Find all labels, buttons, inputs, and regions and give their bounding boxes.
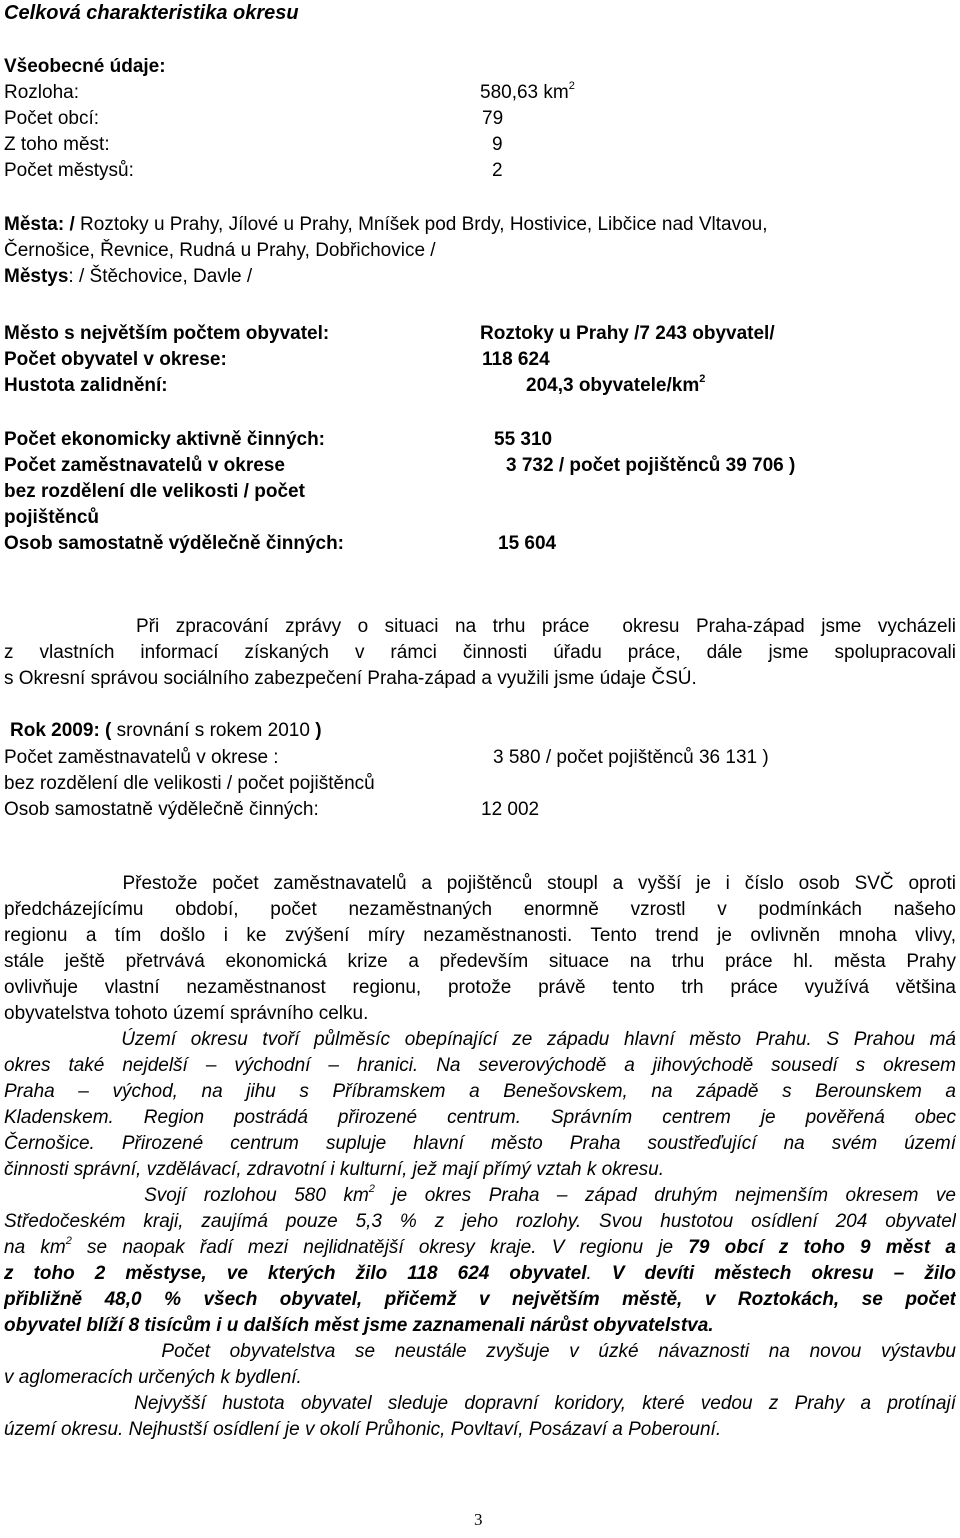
active-value: 55 310	[494, 429, 553, 450]
text-line: Kladenskem. Region postrádá přirozené centrum. Správním centrem je pověřená obec	[4, 1107, 956, 1128]
text-line: na $km^2$ se naopak řadí mezi nejlidnatější okresy kraje. V regionu je 79 obcí z toho 9 měst a	[4, 1235, 956, 1258]
selfemployed-label: Osob samostatně výdělečně činných:	[4, 533, 345, 554]
text-line: ovlivňuje vlastní nezaměstnanost regionu, protože právě tento trh práce využívá většina	[4, 977, 956, 998]
text-line: Praha – východ, na jihu s Příbramskem a Benešovskem, na západě s Berounskem a	[4, 1081, 956, 1102]
density-label: Hustota zalidnění:	[4, 375, 168, 396]
text-line: s Okresní správou sociálního zabezpečení Praha-západ a využili jsme údaje ČSÚ.	[4, 668, 697, 689]
text-line: Přestože počet zaměstnavatelů a pojištěnců stoupl a vyšší je i číslo osob SVČ oproti	[4, 873, 956, 894]
year2009-employers-value: 3 580 / počet pojištěnců 36 131 )	[493, 747, 769, 768]
text-line: Svojí rozlohou 580 $km^2$ je okres Praha – západ druhým nejmenším okresem ve	[4, 1183, 956, 1206]
text-line: z vlastních informací získaných v rámci činnosti úřadu práce, dále jsme spolupracovali	[4, 642, 956, 663]
analysis-paragraph-1	[4, 871, 956, 1027]
year2009-note: bez rozdělení dle velikosti / počet pojištěnců	[4, 773, 375, 794]
townships-list: Městys: / Štěchovice, Davle /	[4, 266, 253, 287]
employers-label: Počet zaměstnavatelů v okrese	[4, 455, 285, 476]
text-line: Počet obyvatelstva se neustále zvyšuje v úzké návaznosti na novou výstavbu	[4, 1341, 956, 1362]
employers-value: 3 732 / počet pojištěnců 39 706 )	[506, 455, 796, 476]
general-heading: Všeobecné údaje:	[4, 56, 166, 77]
year2009-selfemployed-label: Osob samostatně výdělečně činných:	[4, 799, 319, 820]
year2009-employers-label: Počet zaměstnavatelů v okrese :	[4, 747, 279, 768]
largest-town-value: Roztoky u Prahy /7 243 obyvatel/	[480, 323, 775, 344]
analysis-paragraph-3	[4, 1183, 956, 1339]
analysis-paragraph-5	[4, 1391, 956, 1443]
towns-value: 9	[492, 134, 503, 155]
page-title: Celková charakteristika okresu	[4, 2, 299, 24]
text-line: obyvatel blíží 8 tisícům i u dalších měst jsme zaznamenali nárůst obyvatelstva.	[4, 1315, 714, 1336]
intro-paragraph	[4, 614, 956, 692]
area-label: Rozloha:	[4, 82, 79, 103]
population-value: 118 624	[482, 349, 550, 370]
employers-note-line2: pojištěnců	[4, 507, 100, 528]
area-value: 580,63 $km^2$	[480, 80, 575, 103]
text-line: obyvatelstva tohoto území správního celku.	[4, 1003, 369, 1024]
text-line: Při zpracování zprávy o situaci na trhu práce okresu Praha-západ jsme vycházeli	[4, 616, 956, 637]
text-line: Černošice. Přirozené centrum supluje hlavní město Praha soustřeďující na svém území	[4, 1133, 956, 1154]
text-line: okres také nejdelší – východní – hranici. Na severovýchodě a jihovýchodě sousedí s okresem	[4, 1055, 956, 1076]
population-label: Počet obyvatel v okrese:	[4, 349, 227, 370]
text-line: přibližně 48,0 % všech obyvatel, přičemž v největším městě, v Roztokách, se počet	[4, 1289, 956, 1310]
towns-label: Z toho měst:	[4, 134, 110, 155]
townships-label: Počet městysů:	[4, 160, 134, 181]
density-value: 204,3 obyvatele/$km^2$	[526, 373, 706, 396]
text-line: činnosti správní, vzdělávací, zdravotní i kulturní, jež mají přímý vztah k okresu.	[4, 1159, 664, 1180]
towns-list-line2: Černošice, Řevnice, Rudná u Prahy, Dobřichovice /	[4, 240, 436, 261]
text-line: v aglomeracích určených k bydlení.	[4, 1367, 302, 1388]
text-line: z toho 2 městyse, ve kterých žilo 118 624 obyvatel. V devíti městech okresu – žilo	[4, 1263, 956, 1284]
employers-note-line1: bez rozdělení dle velikosti / počet	[4, 481, 305, 502]
page-number: 3	[474, 1510, 483, 1529]
text-line: stále ještě přetrvává ekonomická krize a především situace na trhu práce hl. města Prahy	[4, 951, 956, 972]
largest-town-label: Město s největším počtem obyvatel:	[4, 323, 330, 344]
analysis-paragraph-2	[4, 1027, 956, 1183]
municipalities-value: 79	[482, 108, 504, 129]
selfemployed-value: 15 604	[498, 533, 557, 554]
active-label: Počet ekonomicky aktivně činných:	[4, 429, 326, 450]
text-line: předcházejícímu období, počet nezaměstnaných enormně vzrostl v podmínkách našeho	[4, 899, 956, 920]
text-line: Středočeském kraji, zaujímá pouze 5,3 % z jeho rozlohy. Svou hustotou osídlení 204 obyvatel	[4, 1211, 956, 1232]
municipalities-label: Počet obcí:	[4, 108, 100, 129]
townships-value: 2	[492, 160, 503, 181]
text-line: regionu a tím došlo i ke zvýšení míry nezaměstnanosti. Tento trend je ovlivněn mnoha vlivy,	[4, 925, 956, 946]
text-line: Nejvyšší hustota obyvatel sleduje dopravní koridory, které vedou z Prahy a protínají	[4, 1393, 956, 1414]
text-line: Území okresu tvoří půlměsíc obepínající ze západu hlavní město Prahu. S Prahou má	[4, 1029, 956, 1050]
text-line: území okresu. Nejhustší osídlení je v okolí Průhonic, Povltaví, Posázaví a Poberouní.	[4, 1419, 722, 1440]
year2009-heading: Rok 2009: ( srovnání s rokem 2010 )	[10, 720, 322, 741]
year2009-selfemployed-value: 12 002	[481, 799, 540, 820]
towns-list-line1: Města: / Roztoky u Prahy, Jílové u Prahy, Mníšek pod Brdy, Hostivice, Libčice nad Vltavou,	[4, 214, 768, 235]
analysis-paragraph-4	[4, 1339, 956, 1391]
